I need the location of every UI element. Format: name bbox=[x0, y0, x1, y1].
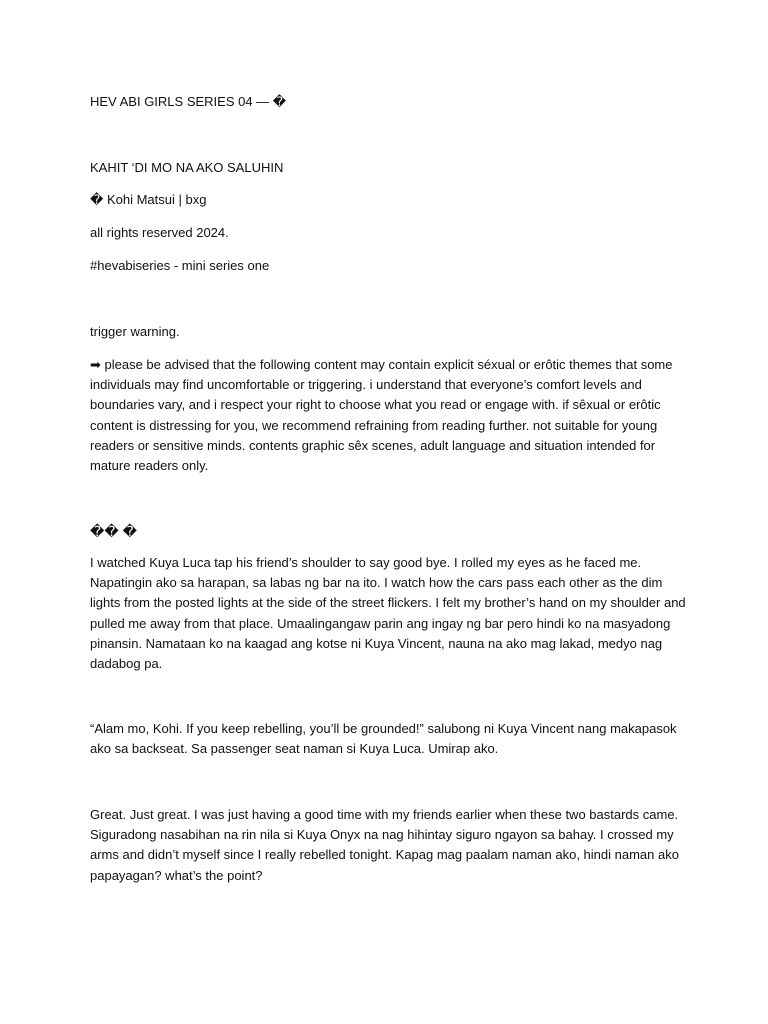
trigger-warning-text: ➡ please be advised that the following content may contain explicit séxual or erôtic themes that some individuals may find uncomfortable or triggering. i understand that everyone’s comfort levels and boundaries vary, and i respect your right to choose what you read or engage with. if sêxual or erôtic content is distressing for you, we recommend refraining from reading further. not suitable for young readers or sensitive minds. contents graphic sêx scenes, adult language and situation intended for mature readers only. bbox=[90, 357, 673, 474]
story-paragraph-1: I watched Kuya Luca tap his friend’s shoulder to say good bye. I rolled my eyes as he faced me. Napatingin ako sa harapan, sa labas ng bar na ito. I watch how the cars pass each other as the dim lights from the posted lights at the side of the street flickers. I felt my brother’s hand on my shoulder and pulled me away from that place. Umaalingangaw parin ang ingay ng bar pero hindi ko na masyadong pinansin. Namataan ko na kaagad ang kotse ni Kuya Vincent, nauna na ako mag lakad, medyo nag dadabog pa. bbox=[90, 555, 686, 672]
book-title: KAHIT ‘DI MO NA AKO SALUHIN bbox=[90, 160, 284, 175]
story-paragraph-3: Great. Just great. I was just having a good time with my friends earlier when these two bastards came. Siguradong nasabihan na rin nila si Kuya Onyx na nag hihintay siguro ngayon sa bahay. I crossed my arms and didn’t myself since I really rebelled tonight. Kapag mag paalam naman ako, hindi naman ako papayagan? what’s the point? bbox=[90, 807, 679, 883]
series-hashtag: #hevabiseries - mini series one bbox=[90, 258, 270, 273]
series-title: HEV ABI GIRLS SERIES 04 — � bbox=[90, 94, 287, 109]
author-line: � Kohi Matsui | bxg bbox=[90, 192, 207, 207]
trigger-warning-heading: trigger warning. bbox=[90, 324, 180, 339]
story-paragraph-2: “Alam mo, Kohi. If you keep rebelling, you’ll be grounded!” salubong ni Kuya Vincent nang makapasok ako sa backseat. Sa passenger seat naman si Kuya Luca. Umirap ako. bbox=[90, 721, 677, 757]
rights-notice: all rights reserved 2024. bbox=[90, 225, 229, 240]
chapter-marker: �� � bbox=[90, 523, 137, 539]
